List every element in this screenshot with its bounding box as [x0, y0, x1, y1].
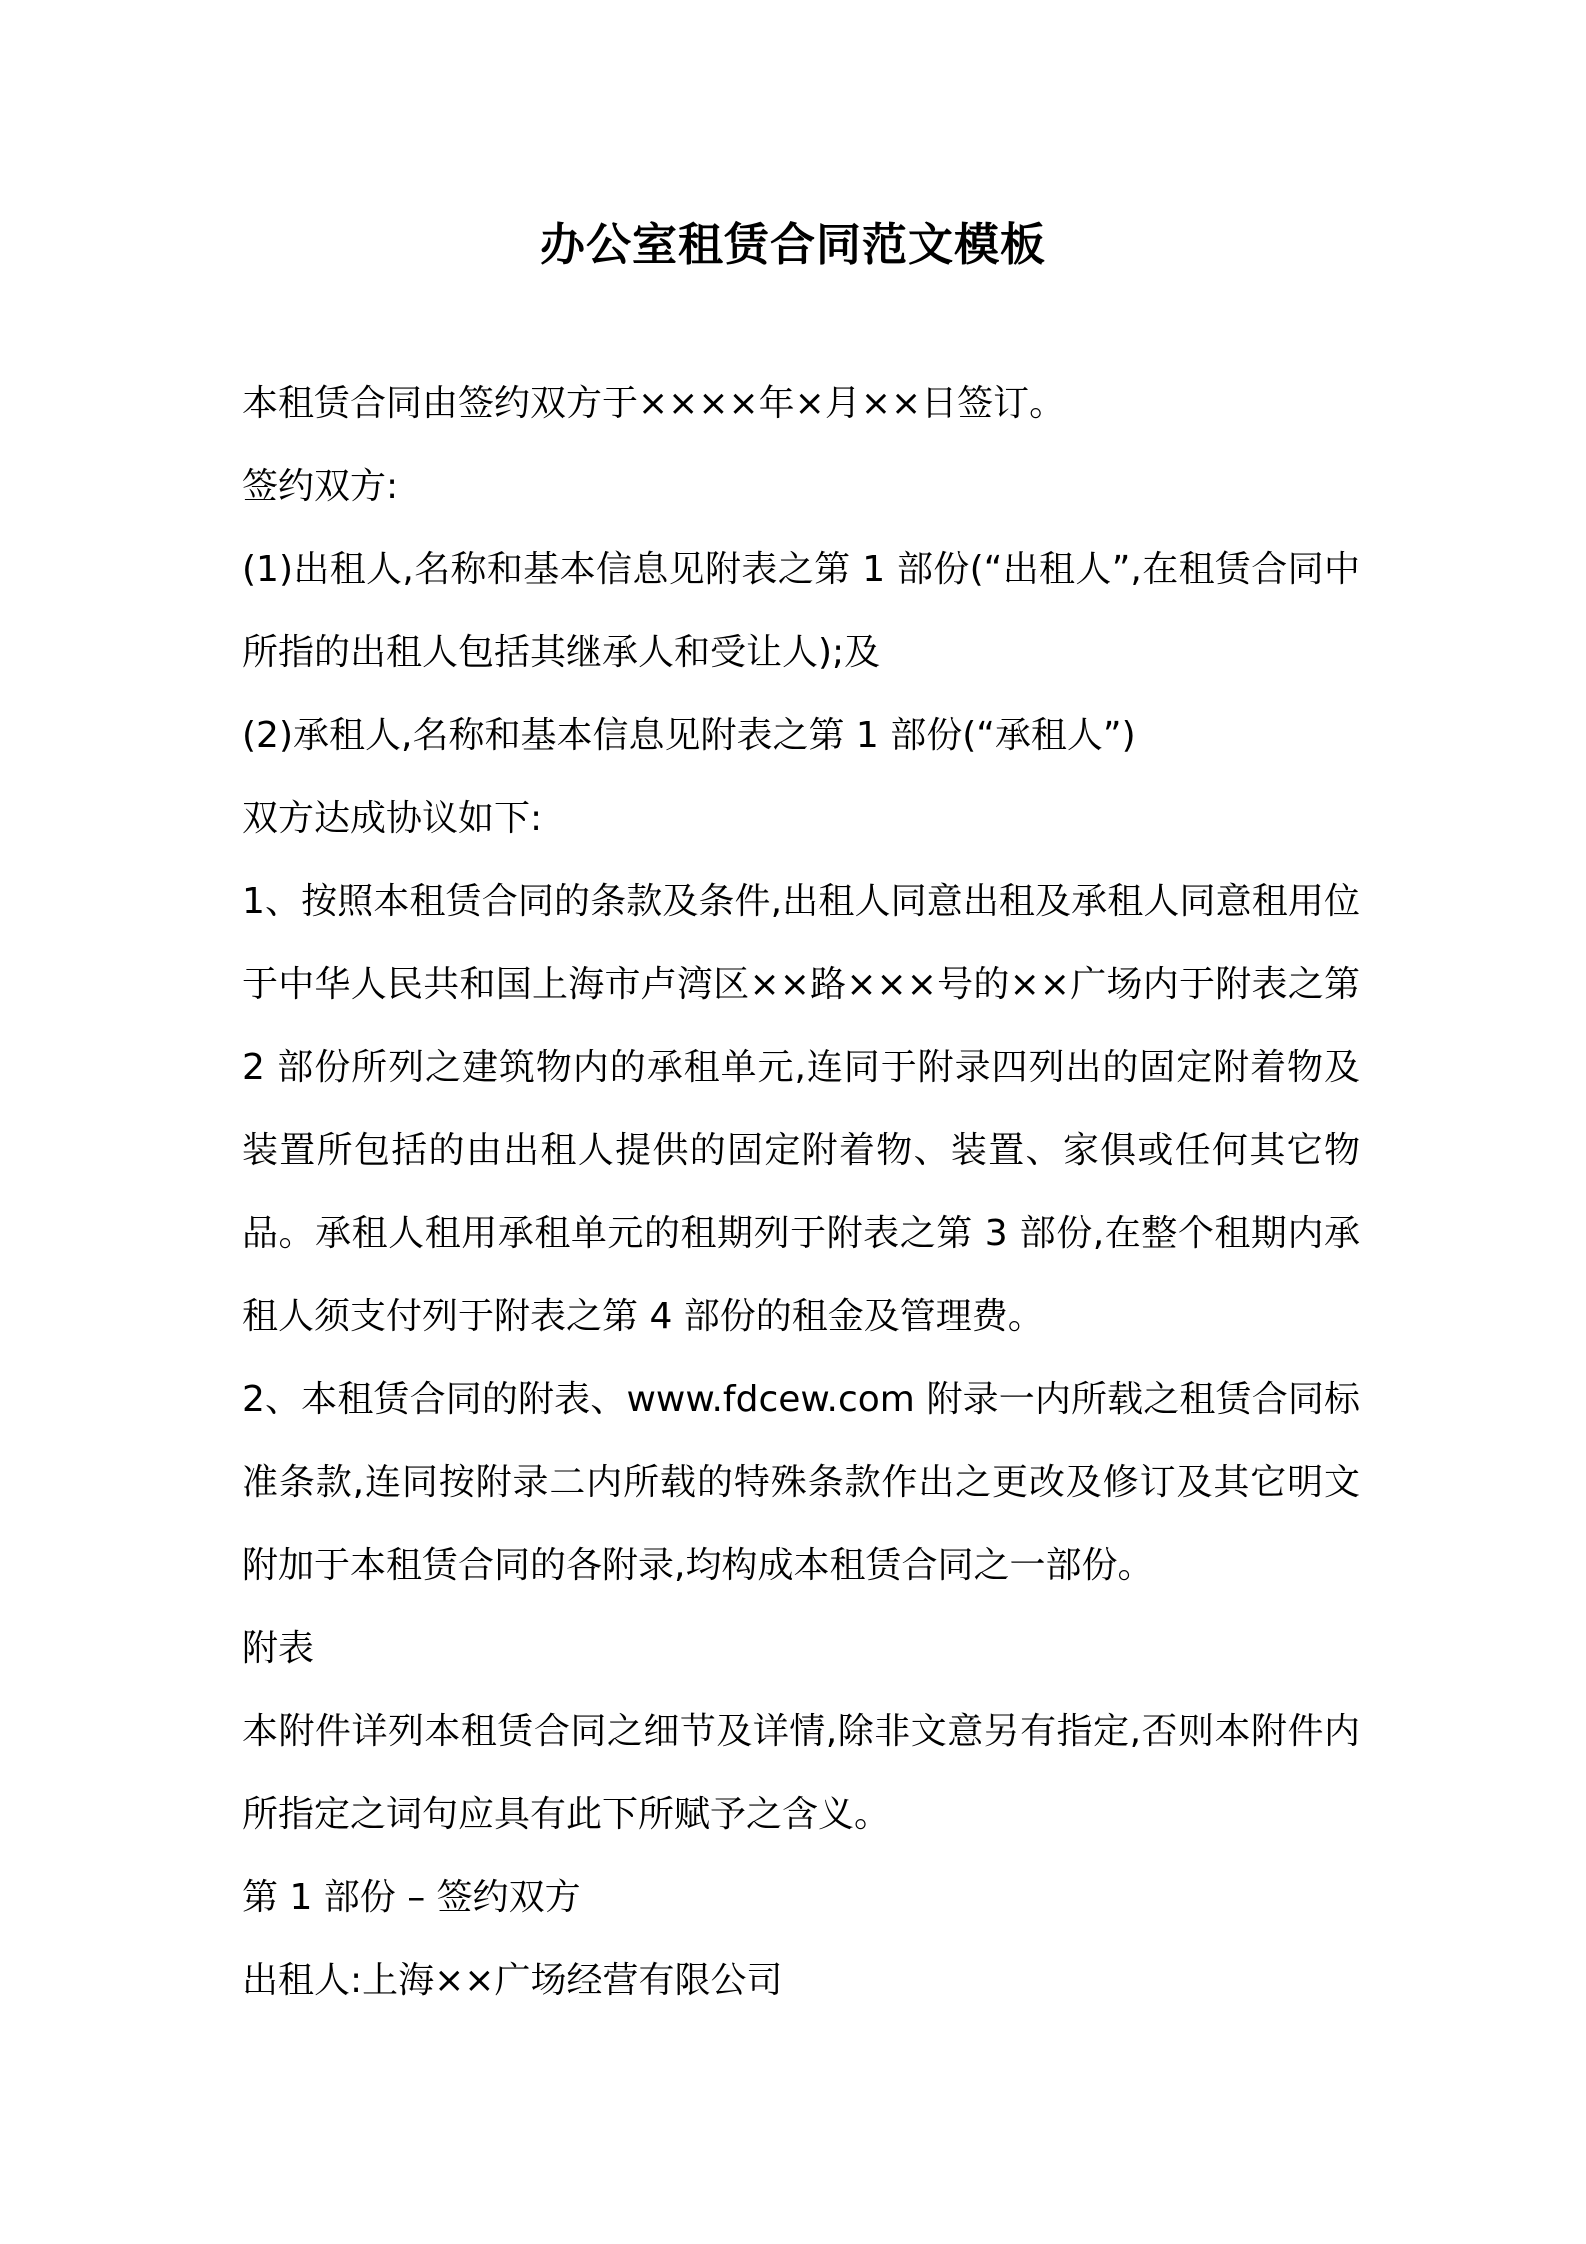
paragraph-schedule-heading: 附表: [242, 1628, 315, 1669]
paragraph-parties-heading: 签约双方:: [242, 466, 399, 507]
paragraph-part-1-heading: 第 1 部份 – 签约双方: [242, 1877, 581, 1918]
document-body: [242, 362, 1360, 2022]
paragraph-lessee: (2)承租人,名称和基本信息见附表之第 1 部份(“承租人”): [242, 715, 1136, 756]
paragraph-lessor: (1)出租人,名称和基本信息见附表之第 1 部份(“出租人”,在租赁合同中所指的出租人包括其继承人和受让人);及: [242, 549, 1360, 673]
paragraph-clause-2: 2、本租赁合同的附表、www.fdcew.com 附录一内所载之租赁合同标准条款,连同按附录二内所载的特殊条款作出之更改及修订及其它明文附加于本租赁合同的各附录,均构成本租赁合同之一部份。: [242, 1379, 1360, 1586]
paragraph-signing-date: 本租赁合同由签约双方于××××年×月××日签订。: [242, 383, 1066, 424]
paragraph-clause-1: 1、按照本租赁合同的条款及条件,出租人同意出租及承租人同意租用位于中华人民共和国上海市卢湾区××路×××号的××广场内于附表之第 2 部份所列之建筑物内的承租单元,连同于附录四列出的固定附着物及装置所包括的由出租人提供的固定附着物、装置、家俱或任何其它物品。承租人租用承租单元的租期列于附表之第 3 部份,在整个租期内承租人须支付列于附表之第 4 部份的租金及管理费。: [242, 881, 1360, 1337]
paragraph-schedule-intro: 本附件详列本租赁合同之细节及详情,除非文意另有指定,否则本附件内所指定之词句应具有此下所赋予之含义。: [242, 1711, 1360, 1835]
paragraph-lessor-name: 出租人:上海××广场经营有限公司: [242, 1960, 783, 2001]
document-title: 办公室租赁合同范文模板: [539, 218, 1046, 271]
paragraph-agreement-heading: 双方达成协议如下:: [242, 798, 543, 839]
